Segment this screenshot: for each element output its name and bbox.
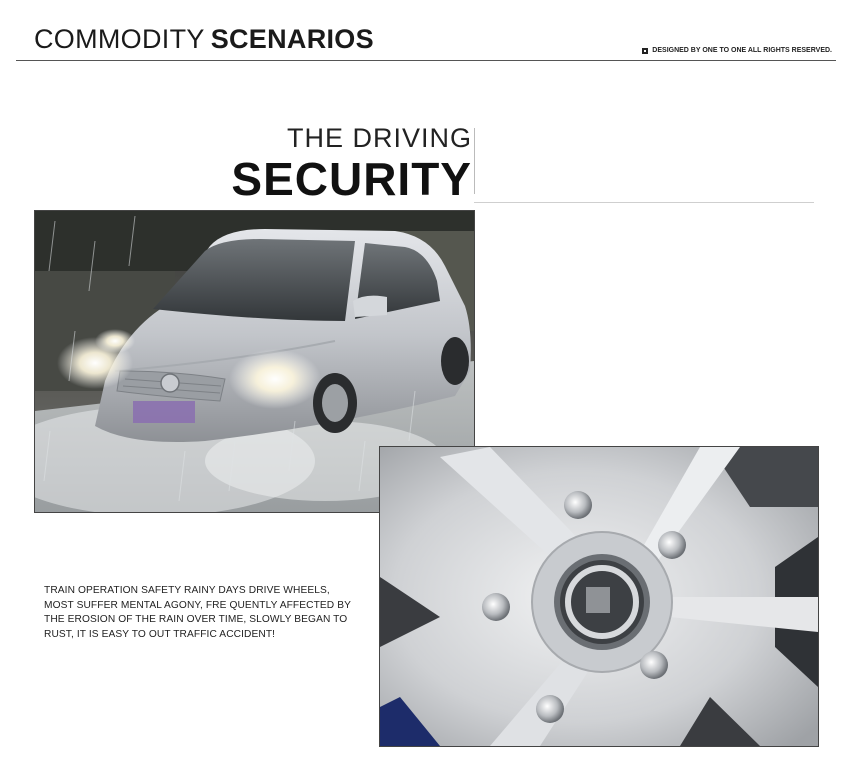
heading-vertical-rule xyxy=(474,128,475,194)
wheel-illustration xyxy=(380,447,818,746)
credit-line xyxy=(642,47,832,54)
section-divider xyxy=(474,202,814,203)
page-header xyxy=(0,0,850,70)
wheel-closeup-photo xyxy=(379,446,819,747)
square-bullet-icon xyxy=(642,48,648,54)
heading-line2: SECURITY xyxy=(231,153,472,205)
section-heading xyxy=(231,122,472,204)
header-title-light: COMMODITY xyxy=(34,24,205,54)
header-title-bold: SCENARIOS xyxy=(210,24,374,54)
credit-text: DESIGNED BY ONE TO ONE ALL RIGHTS RESERVED. xyxy=(652,47,832,54)
description-text: TRAIN OPERATION SAFETY RAINY DAYS DRIVE WHEELS, MOST SUFFER MENTAL AGONY, FRE QUENTLY AFFECTED BY THE EROSION OF THE RAIN OVER TIME, SLOWLY BEGAN TO RUST, IT IS EASY TO OUT TRAFFIC ACCIDENT! xyxy=(44,585,351,640)
header-divider xyxy=(16,60,836,61)
header-title xyxy=(34,24,374,55)
heading-line1: THE DRIVING xyxy=(286,123,472,153)
